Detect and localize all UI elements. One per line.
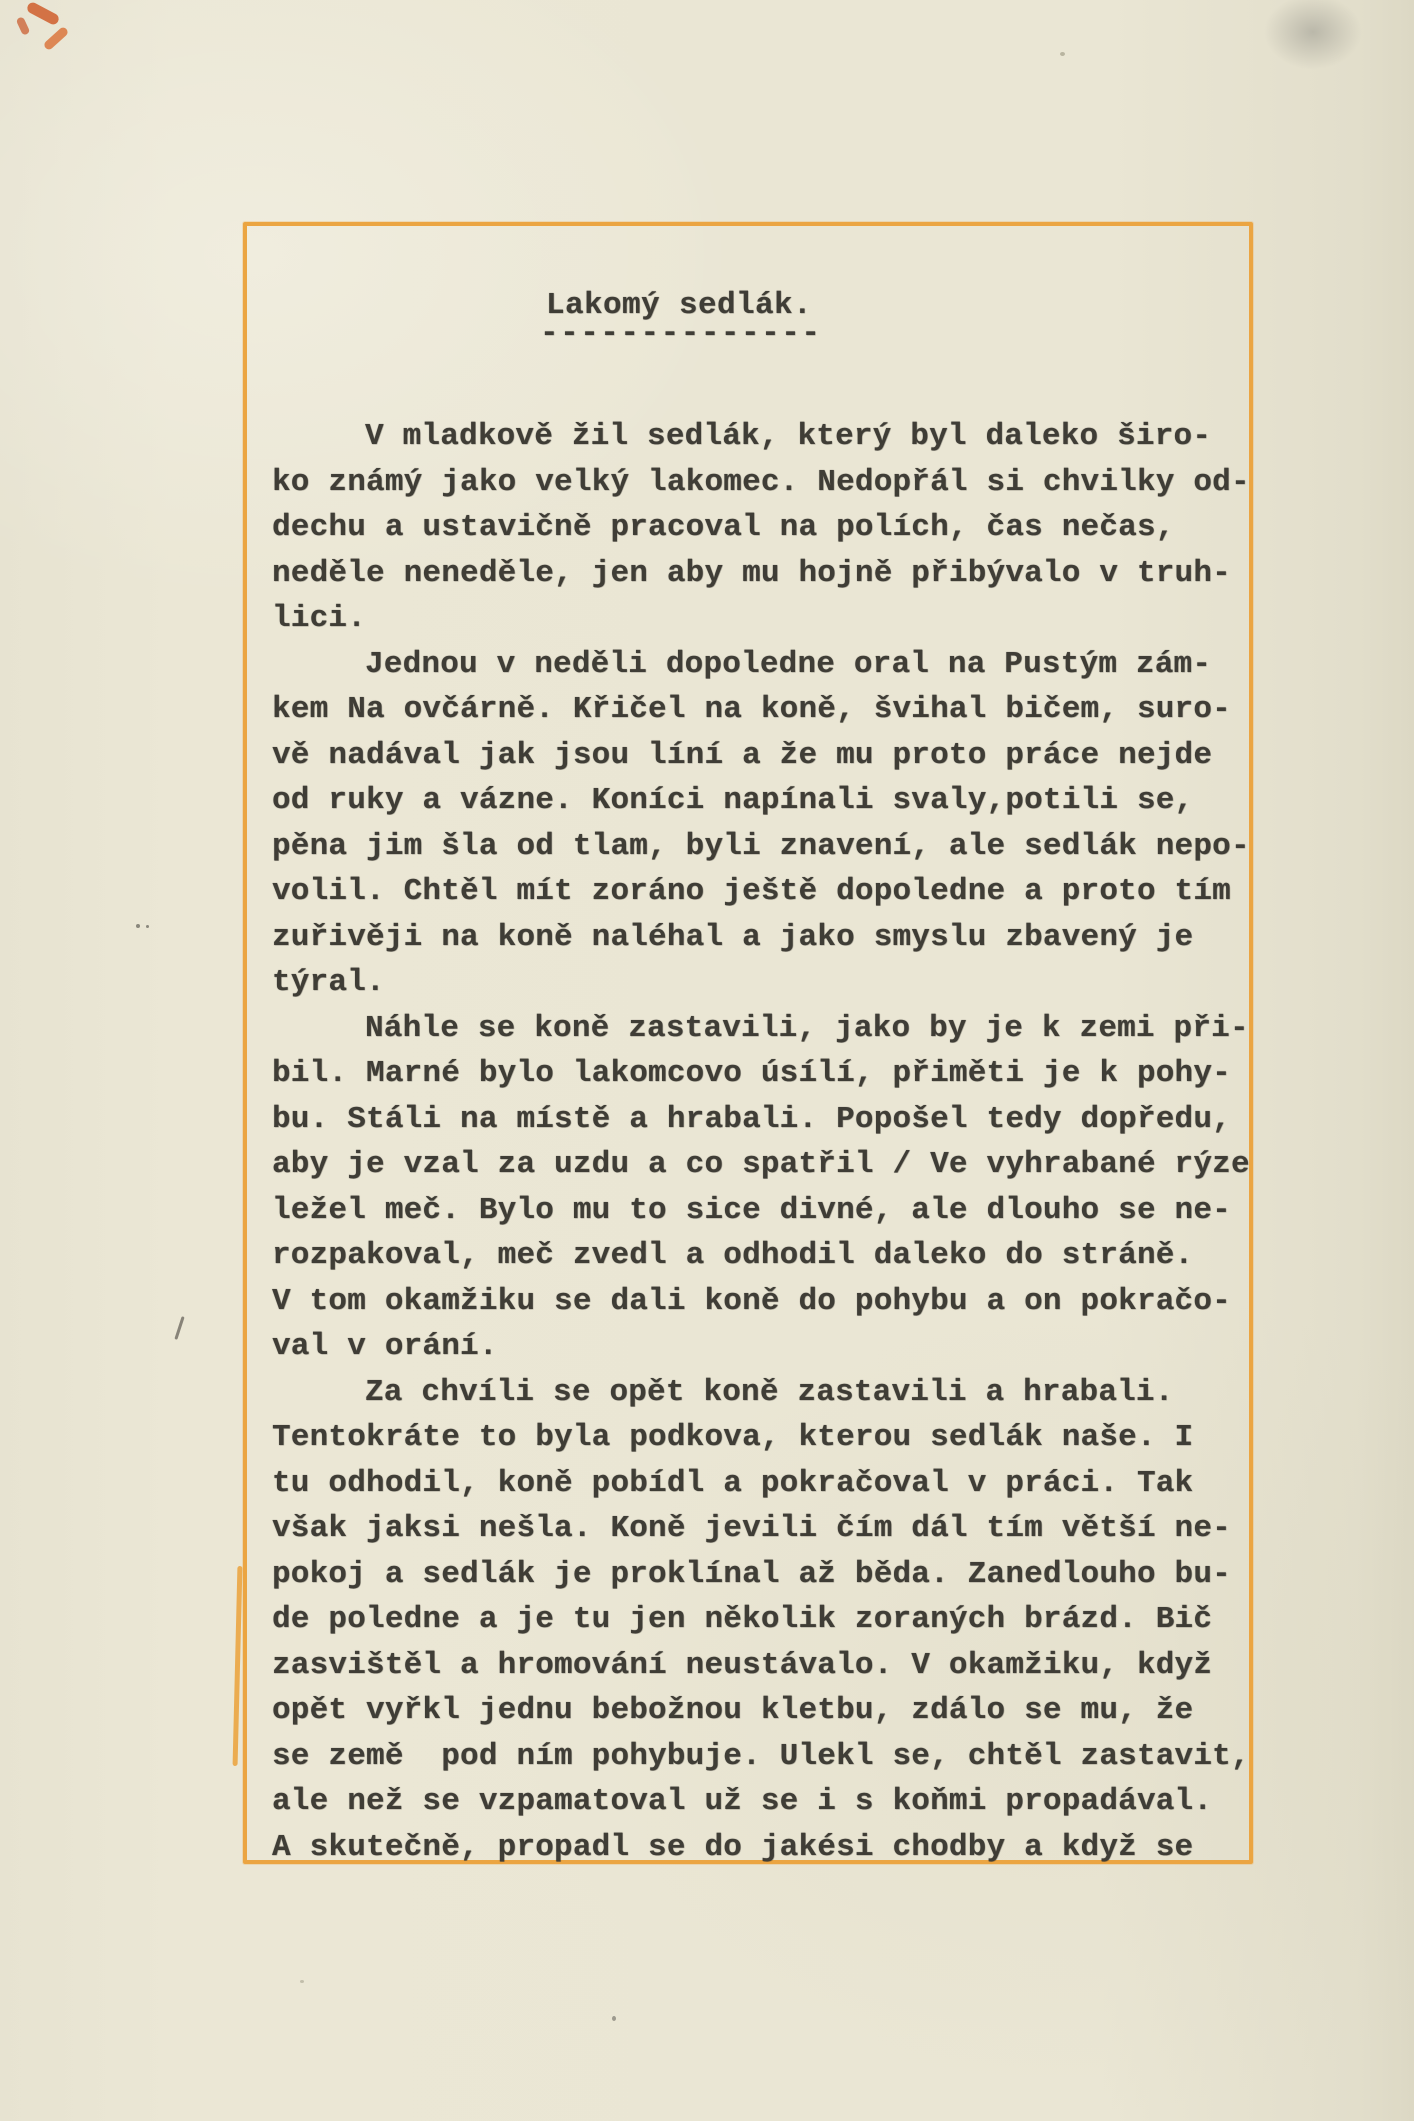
text-line: ko známý jako velký lakomec. Nedopřál si chvilky od- [272, 464, 1250, 500]
margin-mark [136, 920, 156, 930]
text-line: zuřivěji na koně naléhal a jako smyslu zbavený je [272, 919, 1194, 955]
text-line: V tom okamžiku se dali koně do pohybu a on pokračo- [272, 1283, 1231, 1319]
text-line: Náhle se koně zastavili, jako by je k zemi při- [365, 1010, 1249, 1046]
text-line: dechu a ustavičně pracoval na polích, čas nečas, [272, 510, 1175, 545]
paper-speck [612, 2016, 616, 2021]
text-line: ležel meč. Bylo mu to sice divné, ale dlouho se ne- [272, 1192, 1231, 1228]
text-line: tu odhodil, koně pobídl a pokračoval v práci. Tak [272, 1465, 1194, 1501]
text-line: Jednou v neděli dopoledne oral na Pustým zám- [365, 646, 1212, 682]
text-line: Za chvíli se opět koně zastavili a hrabali. [365, 1374, 1174, 1410]
paper-speck [300, 1980, 304, 1983]
text-line: bil. Marné bylo lakomcovo úsílí, přiměti je k pohy- [272, 1056, 1231, 1091]
text-line: val v orání. [272, 1329, 498, 1364]
text-line: neděle neneděle, jen aby mu hojně přibývalo v truh- [272, 555, 1231, 591]
text-line: volil. Chtěl mít zoráno ještě dopoledne a proto tím [272, 874, 1231, 909]
document-body [272, 414, 1272, 1870]
text-line: týral. [272, 965, 385, 1000]
text-line: de poledne a je tu jen několik zoraných brázd. Bič [272, 1602, 1213, 1637]
text-line: od ruky a vázne. Koníci napínali svaly,potili se, [272, 783, 1194, 818]
text-line: rozpakoval, meč zvedl a odhodil daleko do stráně. [272, 1238, 1194, 1273]
text-line: aby je vzal za uzdu a co spatřil / Ve vyhrabané rýze [272, 1147, 1250, 1182]
margin-mark [174, 1316, 184, 1340]
text-line: pěna jim šla od tlam, byli znavení, ale sedlák nepo- [272, 828, 1250, 864]
text-line: zasvištěl a hromování neustávalo. V okamžiku, když [272, 1647, 1213, 1683]
text-line: kem Na ovčárně. Křičel na koně, švihal bičem, suro- [272, 692, 1231, 727]
text-line: pokoj a sedlák je proklínal až běda. Zanedlouho bu- [272, 1556, 1231, 1592]
pen-mark [25, 1, 60, 27]
pen-mark [43, 26, 70, 51]
text-line: V mladkově žil sedlák, který byl daleko širo- [365, 419, 1212, 454]
paper-speck [1060, 52, 1065, 56]
orange-border-double-stroke [233, 1566, 243, 1766]
text-line: A skutečně, propadl se do jakési chodby a když se [272, 1829, 1194, 1865]
text-line: se země pod ním pohybuje. Ulekl se, chtěl zastavit, [272, 1738, 1250, 1774]
text-line: však jaksi nešla. Koně jevili čím dál tím větší ne- [272, 1511, 1231, 1546]
text-line: lici. [272, 601, 367, 636]
pen-mark [16, 16, 31, 36]
text-line: Tentokráte to byla podkova, kterou sedlák naše. I [272, 1420, 1194, 1455]
smudge-stain [1248, 0, 1378, 82]
title-underline: -------------- [540, 316, 822, 351]
text-line: ale než se vzpamatoval už se i s koňmi propadával. [272, 1784, 1213, 1819]
document-title: Lakomý sedlák. [546, 288, 813, 323]
text-line: vě nadával jak jsou líní a že mu proto práce nejde [272, 737, 1213, 773]
text-line: opět vyřkl jednu bebožnou kletbu, zdálo se mu, že [272, 1693, 1194, 1728]
text-line: bu. Stáli na místě a hrabali. Popošel tedy dopředu, [272, 1101, 1231, 1137]
